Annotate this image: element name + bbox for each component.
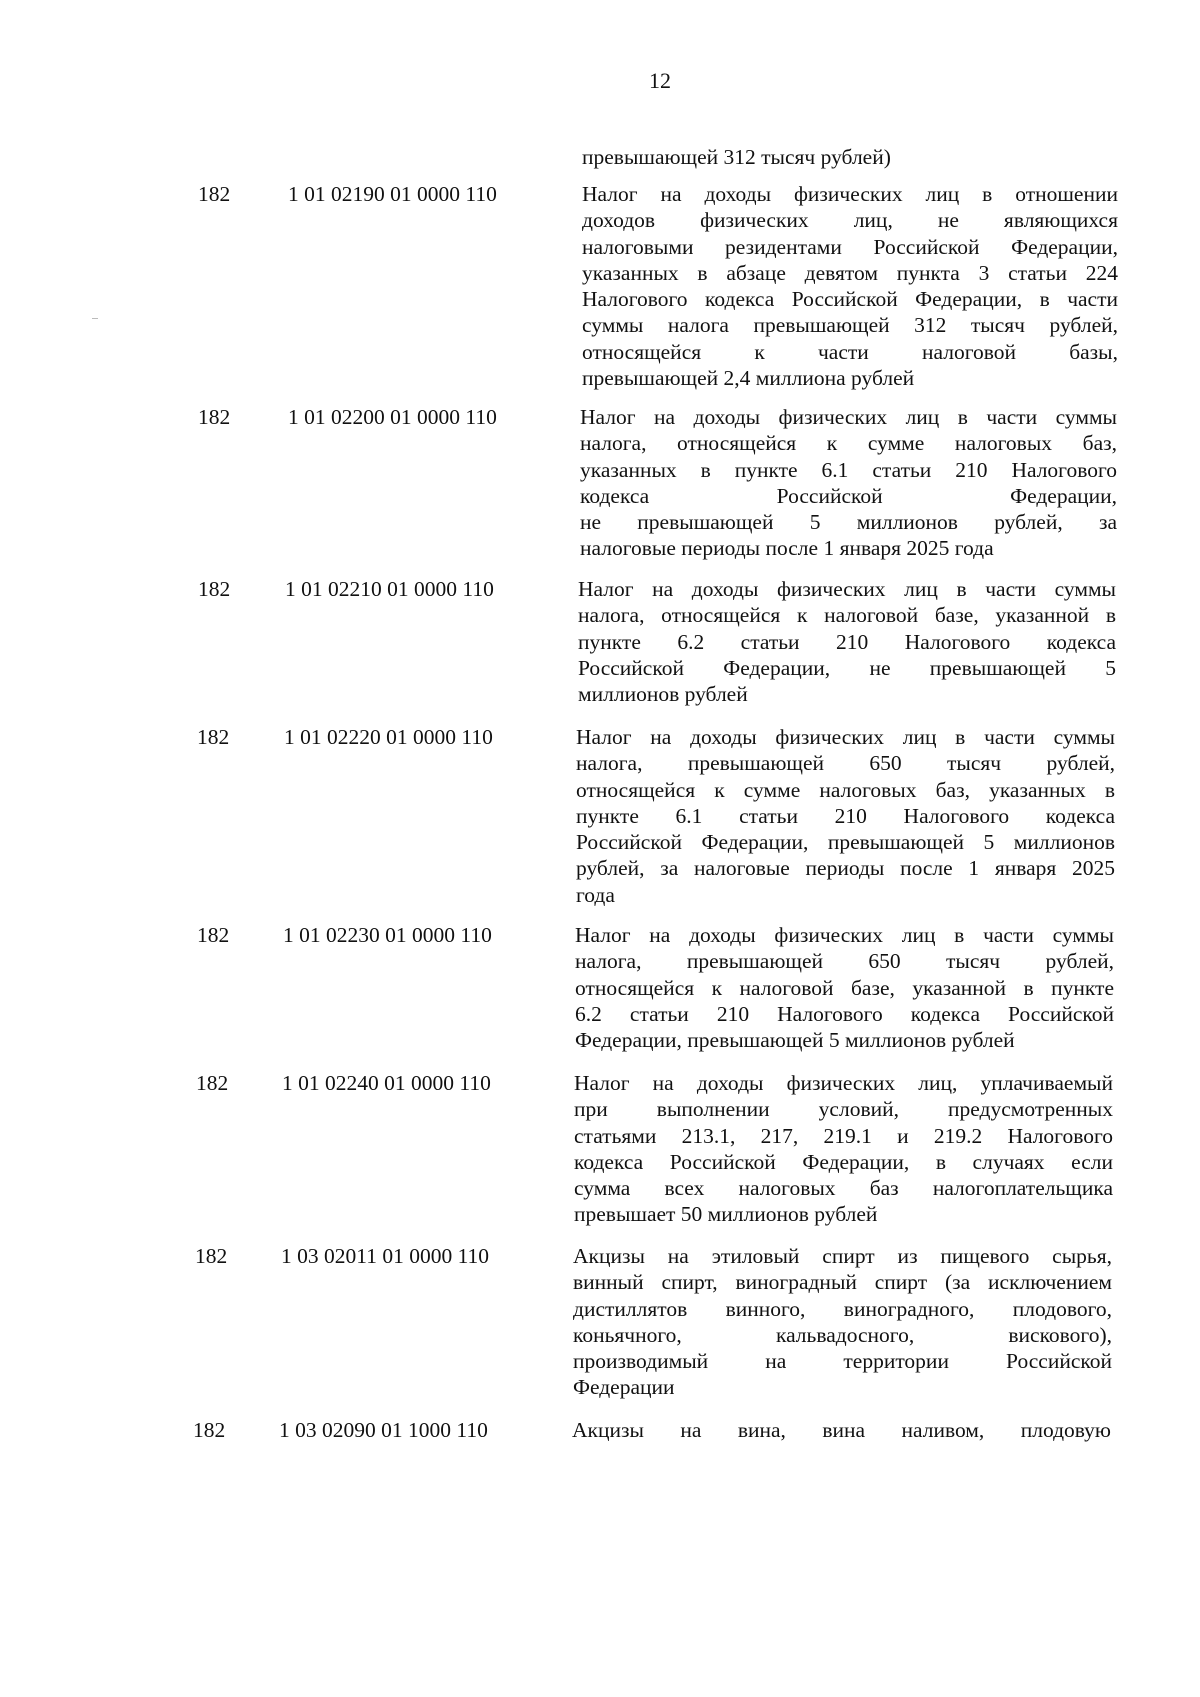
description-line: года (576, 882, 615, 907)
income-description (574, 1070, 1113, 1228)
admin-code: 182 (193, 1418, 226, 1442)
description-line: Федерации (573, 1375, 675, 1400)
admin-code: 182 (196, 1071, 229, 1095)
description-line: налога, превышающей 650 тысяч рублей, (575, 949, 1114, 974)
income-description (580, 404, 1117, 562)
admin-code: 182 (198, 577, 231, 601)
description-line: относящейся к налоговой базе, указанной в пункте (575, 975, 1114, 1000)
description-line: налога, относящейся к сумме налоговых баз, (580, 431, 1117, 456)
description-line: налога, превышающей 650 тысяч рублей, (576, 751, 1115, 776)
budget-classification-code: 1 03 02090 01 1000 110 (279, 1418, 488, 1442)
income-description (582, 181, 1118, 391)
description-line: Налогового кодекса Российской Федерации, в части (582, 287, 1118, 312)
description-line: Российской Федерации, превышающей 5 миллионов (576, 830, 1115, 855)
income-description (572, 1417, 1111, 1443)
admin-code: 182 (195, 1244, 228, 1268)
income-description (575, 922, 1114, 1053)
description-line: Налог на доходы физических лиц в части суммы (575, 923, 1114, 947)
description-line: относящейся к сумме налоговых баз, указанных в (576, 777, 1115, 802)
description-line: рублей, за налоговые периоды после 1 января 2025 (576, 856, 1115, 881)
budget-classification-code: 1 03 02011 01 0000 110 (281, 1244, 490, 1268)
description-line: налога, относящейся к налоговой базе, указанной в (578, 603, 1116, 628)
description-line: сумма всех налоговых баз налогоплательщика (574, 1176, 1113, 1201)
budget-classification-code: 1 01 02190 01 0000 110 (288, 182, 497, 206)
description-line: Акцизы на этиловый спирт из пищевого сырья, (573, 1244, 1112, 1268)
description-line: Федерации, превышающей 5 миллионов рублей (575, 1028, 1015, 1053)
description-line: миллионов рублей (578, 682, 748, 707)
description-line: при выполнении условий, предусмотренных (574, 1097, 1113, 1122)
budget-classification-code: 1 01 02220 01 0000 110 (284, 725, 493, 749)
description-line: пункте 6.2 статьи 210 Налогового кодекса (578, 629, 1116, 654)
description-line: кодекса Российской Федерации, (580, 483, 1117, 508)
scan-artifact (92, 318, 98, 319)
description-line: пункте 6.1 статьи 210 Налогового кодекса (576, 803, 1115, 828)
description-line: Налог на доходы физических лиц в части суммы (578, 577, 1116, 601)
description-line: Налог на доходы физических лиц в отношении (582, 182, 1118, 206)
description-line: налоговые периоды после 1 января 2025 года (580, 536, 994, 561)
description-line: налоговыми резидентами Российской Федерации, (582, 234, 1118, 259)
description-line: 6.2 статьи 210 Налогового кодекса Российской (575, 1001, 1114, 1026)
description-line: суммы налога превышающей 312 тысяч рублей, (582, 313, 1118, 338)
budget-classification-code: 1 01 02200 01 0000 110 (288, 405, 497, 429)
description-line: производимый на территории Российской (573, 1349, 1112, 1374)
description-line: указанных в абзаце девятом пункта 3 статьи 224 (582, 260, 1118, 285)
budget-classification-code: 1 01 02230 01 0000 110 (283, 923, 492, 947)
description-line: указанных в пункте 6.1 статьи 210 Налогового (580, 457, 1117, 482)
description-line: не превышающей 5 миллионов рублей, за (580, 510, 1117, 535)
description-line: относящейся к части налоговой базы, (582, 339, 1118, 364)
description-line: Налог на доходы физических лиц в части суммы (576, 725, 1115, 749)
description-line: дистиллятов винного, виноградного, плодового, (573, 1296, 1112, 1321)
admin-code: 182 (198, 182, 231, 206)
budget-classification-code: 1 01 02240 01 0000 110 (282, 1071, 491, 1095)
description-line: Налог на доходы физических лиц, уплачиваемый (574, 1071, 1113, 1095)
income-description (576, 724, 1115, 908)
description-line: кодекса Российской Федерации, в случаях если (574, 1149, 1113, 1174)
admin-code: 182 (197, 923, 230, 947)
page-number: 12 (649, 68, 671, 93)
income-description (578, 576, 1116, 707)
description-line: превышает 50 миллионов рублей (574, 1202, 878, 1227)
budget-classification-code: 1 01 02210 01 0000 110 (285, 577, 494, 601)
admin-code: 182 (198, 405, 231, 429)
admin-code: 182 (197, 725, 230, 749)
description-line: Налог на доходы физических лиц в части суммы (580, 405, 1117, 429)
description-line: Российской Федерации, не превышающей 5 (578, 655, 1116, 680)
continuation-text: превышающей 312 тысяч рублей) (582, 145, 891, 169)
income-description (573, 1243, 1112, 1401)
description-line: винный спирт, виноградный спирт (за исключением (573, 1270, 1112, 1295)
description-line: Акцизы на вина, вина наливом, плодовую (572, 1418, 1111, 1442)
description-line: коньячного, кальвадосного, вискового), (573, 1322, 1112, 1347)
description-line: статьями 213.1, 217, 219.1 и 219.2 Налогового (574, 1123, 1113, 1148)
description-line: доходов физических лиц, не являющихся (582, 208, 1118, 233)
description-line: превышающей 2,4 миллиона рублей (582, 366, 915, 391)
